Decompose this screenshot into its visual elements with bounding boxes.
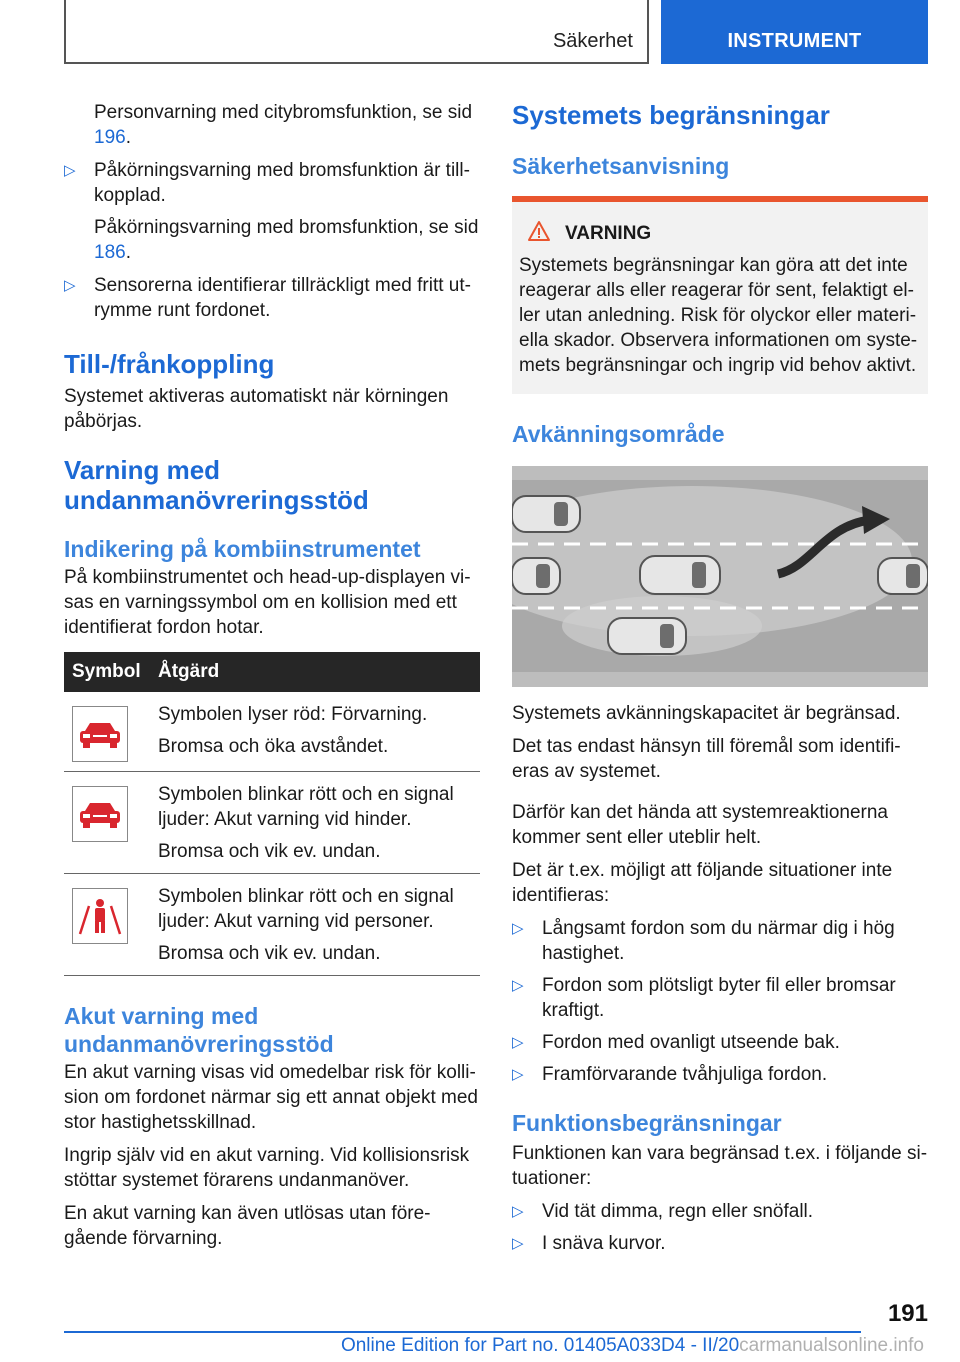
list-item: ▷ Sensorerna identifierar tillräckligt med fritt ut-rymme runt fordonet. [64, 275, 471, 321]
car-warning-flashing-icon [72, 786, 128, 842]
page-header [64, 0, 928, 64]
list-item: ▷ Vid tät dimma, regn eller snöfall. [512, 1201, 814, 1222]
chapter-label: INSTRUMENT [727, 30, 862, 52]
page-link-196[interactable]: 196 [94, 127, 126, 148]
page-link-186[interactable]: 186 [94, 242, 126, 263]
table-header-row [64, 652, 480, 692]
warning-title: VARNING [565, 222, 652, 244]
heading-range: Avkänningsområde [512, 421, 725, 447]
triangle-bullet-icon: ▷ [512, 977, 524, 994]
triangle-bullet-icon: ▷ [64, 162, 76, 179]
triangle-bullet-icon: ▷ [512, 1203, 524, 1220]
heading-func: Funktionsbegränsningar [512, 1110, 782, 1136]
acute-paragraph-3: En akut varning kan även utlösas utan före-gående förvarning. [64, 1203, 431, 1249]
left-column [64, 100, 480, 1251]
heading-warning: Varning med undanmanövreringsstöd [64, 455, 369, 515]
section-tab [64, 0, 649, 64]
heading-display: Indikering på kombiinstrumentet [64, 536, 421, 562]
warning-triangle-icon [527, 220, 551, 247]
person-warning-icon [72, 888, 128, 944]
detection-range-illustration [512, 466, 928, 687]
intro-paragraph: Personvarning med citybromsfunktion, se sid 196. [94, 102, 473, 148]
car-warning-icon [72, 706, 128, 762]
triangle-bullet-icon: ▷ [64, 277, 76, 294]
heading-toggle: Till-/frånkoppling [64, 349, 275, 379]
acute-paragraph-2: Ingrip själv vid en akut varning. Vid kollisionsrisk stöttar systemet förarens undanmanöver. [64, 1145, 470, 1191]
triangle-bullet-icon: ▷ [512, 1066, 524, 1083]
warning-text: Systemets begränsningar kan göra att det inte reagerar alls eller reagerar för sent, felaktigt el-ler utan anledning. Risk för olyckor eller materi-ella skador. Observera informationen om syste-mets begränsningar och ingrip vid behov aktivt. [519, 255, 918, 376]
display-paragraph: På kombiinstrumentet och head-up-displayen vi-sas en varningssymbol om en kollision med ett identifierat fordon hotar. [64, 567, 471, 638]
watermark-text[interactable]: carmanualsonline.info [739, 1335, 924, 1356]
heading-safety: Säkerhetsanvisning [512, 153, 730, 179]
range-paragraph-4: Det är t.ex. möjligt att följande situationer inte identifieras: [512, 860, 893, 906]
triangle-bullet-icon: ▷ [512, 1034, 524, 1051]
symbol-table [64, 652, 480, 976]
right-column [512, 100, 928, 1263]
list-item: ▷ Fordon som plötsligt byter fil eller bromsar kraftigt. [512, 975, 896, 1021]
range-paragraph-1: Systemets avkänningskapacitet är begränsad. [512, 703, 901, 724]
toggle-paragraph: Systemet aktiveras automatiskt när körningen påbörjas. [64, 386, 449, 432]
triangle-bullet-icon: ▷ [512, 920, 524, 937]
triangle-bullet-icon: ▷ [512, 1235, 524, 1252]
list-item: ▷ Påkörningsvarning med bromsfunktion är till-kopplad. [64, 160, 470, 206]
table-row: Symbolen lyser röd: Förvarning. Bromsa och öka avståndet. [64, 692, 480, 772]
sub-paragraph: Påkörningsvarning med bromsfunktion, se sid 186. [94, 217, 479, 263]
warning-box [512, 196, 928, 394]
list-item: ▷ Fordon med ovanligt utseende bak. [512, 1032, 840, 1053]
footer-divider [64, 1331, 861, 1333]
page-number: 191 [887, 1300, 928, 1327]
list-item: ▷ I snäva kurvor. [512, 1233, 666, 1254]
footer-edition [64, 1335, 924, 1357]
range-paragraph-3: Därför kan det hända att systemreaktionerna kommer sent eller uteblir helt. [512, 802, 888, 848]
list-item: ▷ Framförvarande tvåhjuliga fordon. [512, 1064, 828, 1085]
table-row: Symbolen blinkar rött och en signal ljuder: Akut varning vid personer. Bromsa och vik ev. undan. [64, 874, 480, 976]
chapter-tab[interactable] [661, 0, 928, 64]
col-symbol: Symbol [64, 652, 150, 692]
func-paragraph: Funktionen kan vara begränsad t.ex. i följande si-tuationer: [512, 1143, 928, 1189]
section-label: Säkerhet [552, 30, 633, 52]
range-paragraph-2: Det tas endast hänsyn till föremål som identifi-eras av systemet. [512, 736, 901, 782]
edition-text: Online Edition for Part no. 01405A033D4 - II/20 [340, 1335, 740, 1356]
list-item: ▷ Långsamt fordon som du närmar dig i hög hastighet. [512, 918, 895, 964]
heading-limits: Systemets begränsningar [512, 100, 830, 130]
heading-acute: Akut varning med undanmanövreringsstöd [64, 1003, 334, 1057]
col-action: Åtgärd [150, 652, 480, 692]
acute-paragraph-1: En akut varning visas vid omedelbar risk för kolli-sion om fordonet närmar sig ett annat objekt med stor hastighetsskillnad. [64, 1062, 479, 1133]
table-row: Symbolen blinkar rött och en signal ljuder: Akut varning vid hinder. Bromsa och vik ev. undan. [64, 772, 480, 874]
